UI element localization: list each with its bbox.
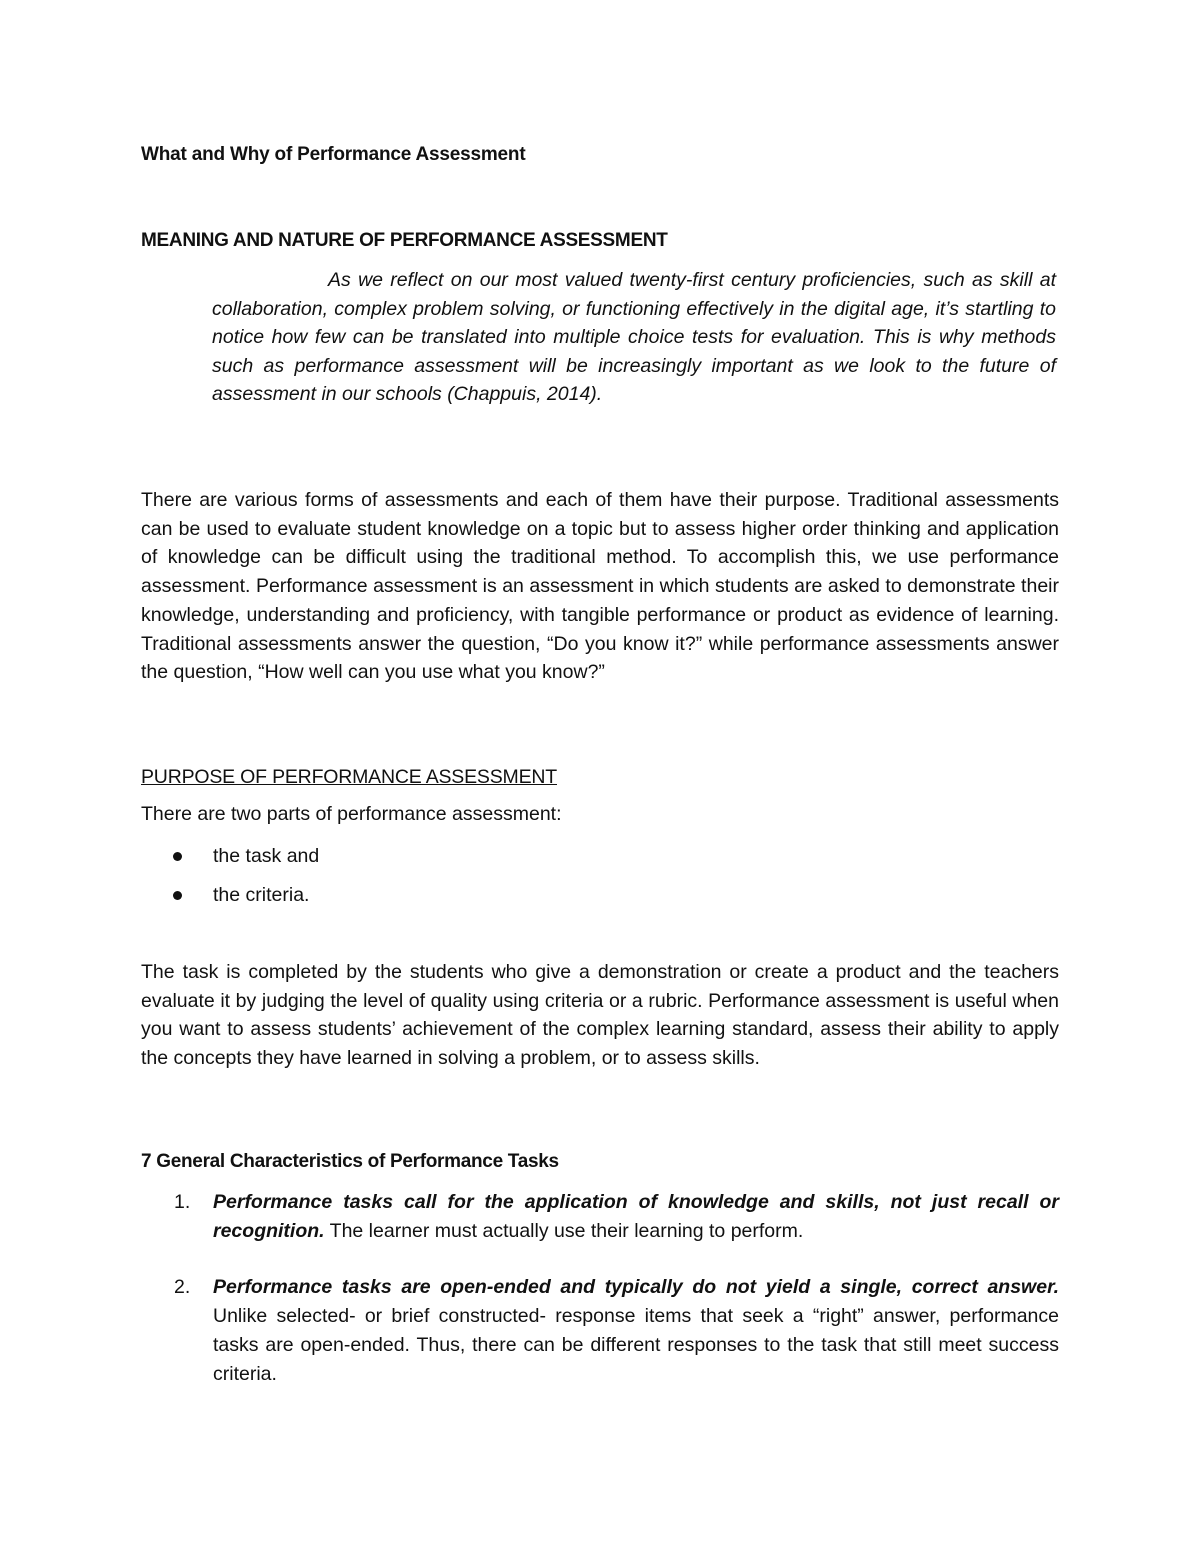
block-quote: As we reflect on our most valued twenty-first century proficiencies, such as skill at collaboration, complex problem solving, or functioning effectively in the digital age, it’s startling to notice how few can be translated into multiple choice tests for evaluation. This is why methods such as performance assessment will be increasingly important as we look to the future of assessment in our schools (Chappuis, 2014). — [212, 269, 1056, 406]
characteristic-item — [141, 1188, 1059, 1245]
list-item-text: the criteria. — [213, 883, 310, 906]
item-number: 2. — [174, 1276, 191, 1299]
characteristic-item — [141, 1273, 1059, 1388]
characteristics-heading: 7 General Characteristics of Performance Tasks — [141, 1151, 559, 1172]
bullet-icon — [173, 891, 182, 900]
forms-paragraph: There are various forms of assessments and each of them have their purpose. Traditional assessments can be used to evaluate student knowledge on a topic but to assess higher order thinking and application of knowledge can be difficult using the traditional method. To accomplish this, we use performance assessment. Performance assessment is an assessment in which students are asked to demonstrate their knowledge, understanding and proficiency, with tangible performance or product as evidence of learning. Traditional assessments answer the question, “Do you know it?” while performance assessments answer the question, “How well can you use what you know?” — [141, 489, 1059, 684]
characteristic-lead: Performance tasks call for the application of knowledge and skills, not just recall or recognition. — [213, 1191, 1059, 1242]
list-item — [141, 841, 1059, 880]
item-number: 1. — [174, 1191, 191, 1213]
characteristic-body: The learner must actually use their learning to perform. — [324, 1219, 804, 1242]
parts-list — [141, 841, 1059, 918]
characteristic-lead: Performance tasks are open-ended and typically do not yield a single, correct answer. — [213, 1276, 1059, 1299]
purpose-heading: PURPOSE OF PERFORMANCE ASSESSMENT — [141, 766, 557, 788]
task-paragraph: The task is completed by the students who give a demonstration or create a product and the teachers evaluate it by judging the level of quality using criteria or a rubric. Performance assessment is useful when you want to assess students’ achievement of the complex learning standard, assess their ability to apply the concepts they have learned in solving a problem, or to assess skills. — [141, 961, 1059, 1070]
list-item-text: the task and — [213, 845, 320, 867]
document-title: What and Why of Performance Assessment — [141, 144, 526, 165]
bullet-icon — [173, 852, 182, 861]
document-page — [141, 0, 1059, 1553]
characteristics-list — [141, 1188, 1059, 1388]
list-item — [141, 880, 1059, 919]
characteristic-body: Unlike selected- or brief constructed- response items that seek a “right” answer, performance tasks are open-ended. Thus, there can be different responses to the task that still meet success criteria. — [213, 1305, 1059, 1385]
meaning-heading: MEANING AND NATURE OF PERFORMANCE ASSESSMENT — [141, 230, 668, 251]
parts-intro: There are two parts of performance assessment: — [141, 803, 562, 825]
